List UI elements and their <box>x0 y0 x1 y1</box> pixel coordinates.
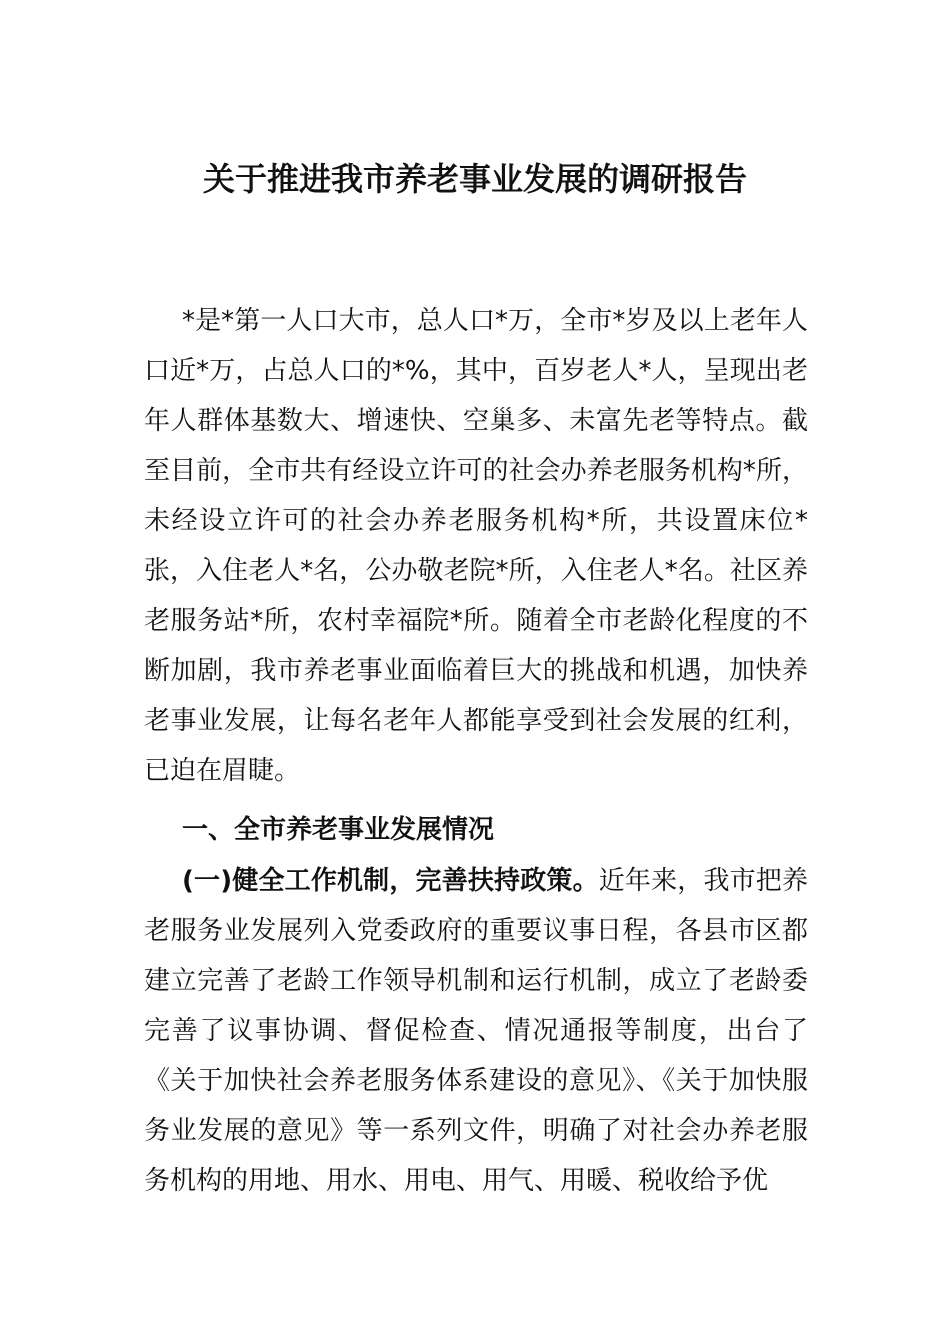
paragraph-intro: *是*第一人口大市，总人口*万，全市*岁及以上老年人口近*万，占总人口的*%，其中，百岁老人*人，呈现出老年人群体基数大、增速快、空巢多、未富先老等特点。截至目前，全市共有经设立许可的社会办养老服务机构*所，未经设立许可的社会办养老服务机构*所，共设置床位*张，入住老人*名，公办敬老院*所，入住老人*名。社区养老服务站*所，农村幸福院*所。随着全市老龄化程度的不断加剧，我市养老事业面临着巨大的挑战和机遇，加快养老事业发展，让每名老年人都能享受到社会发展的红利，已迫在眉睫。 <box>144 306 808 786</box>
section-heading-1: 一、全市养老事业发展情况 <box>182 815 495 845</box>
paragraph-subsection-1 <box>144 856 808 1206</box>
subsection-text: 近年来，我市把养老服务业发展列入党委政府的重要议事日程，各县市区都建立完善了老龄工作领导机制和运行机制，成立了老龄委完善了议事协调、督促检查、情况通报等制度，出台了《关于加快社会养老服务体系建设的意见》、《关于加快服务业发展的意见》等一系列文件，明确了对社会办养老服务机构的用地、用水、用电、用气、用暖、税收给予优 <box>144 866 808 1196</box>
document-title: 关于推进我市养老事业发展的调研报告 <box>202 160 747 198</box>
subsection-lead: (一)健全工作机制，完善扶持政策。 <box>182 866 599 896</box>
